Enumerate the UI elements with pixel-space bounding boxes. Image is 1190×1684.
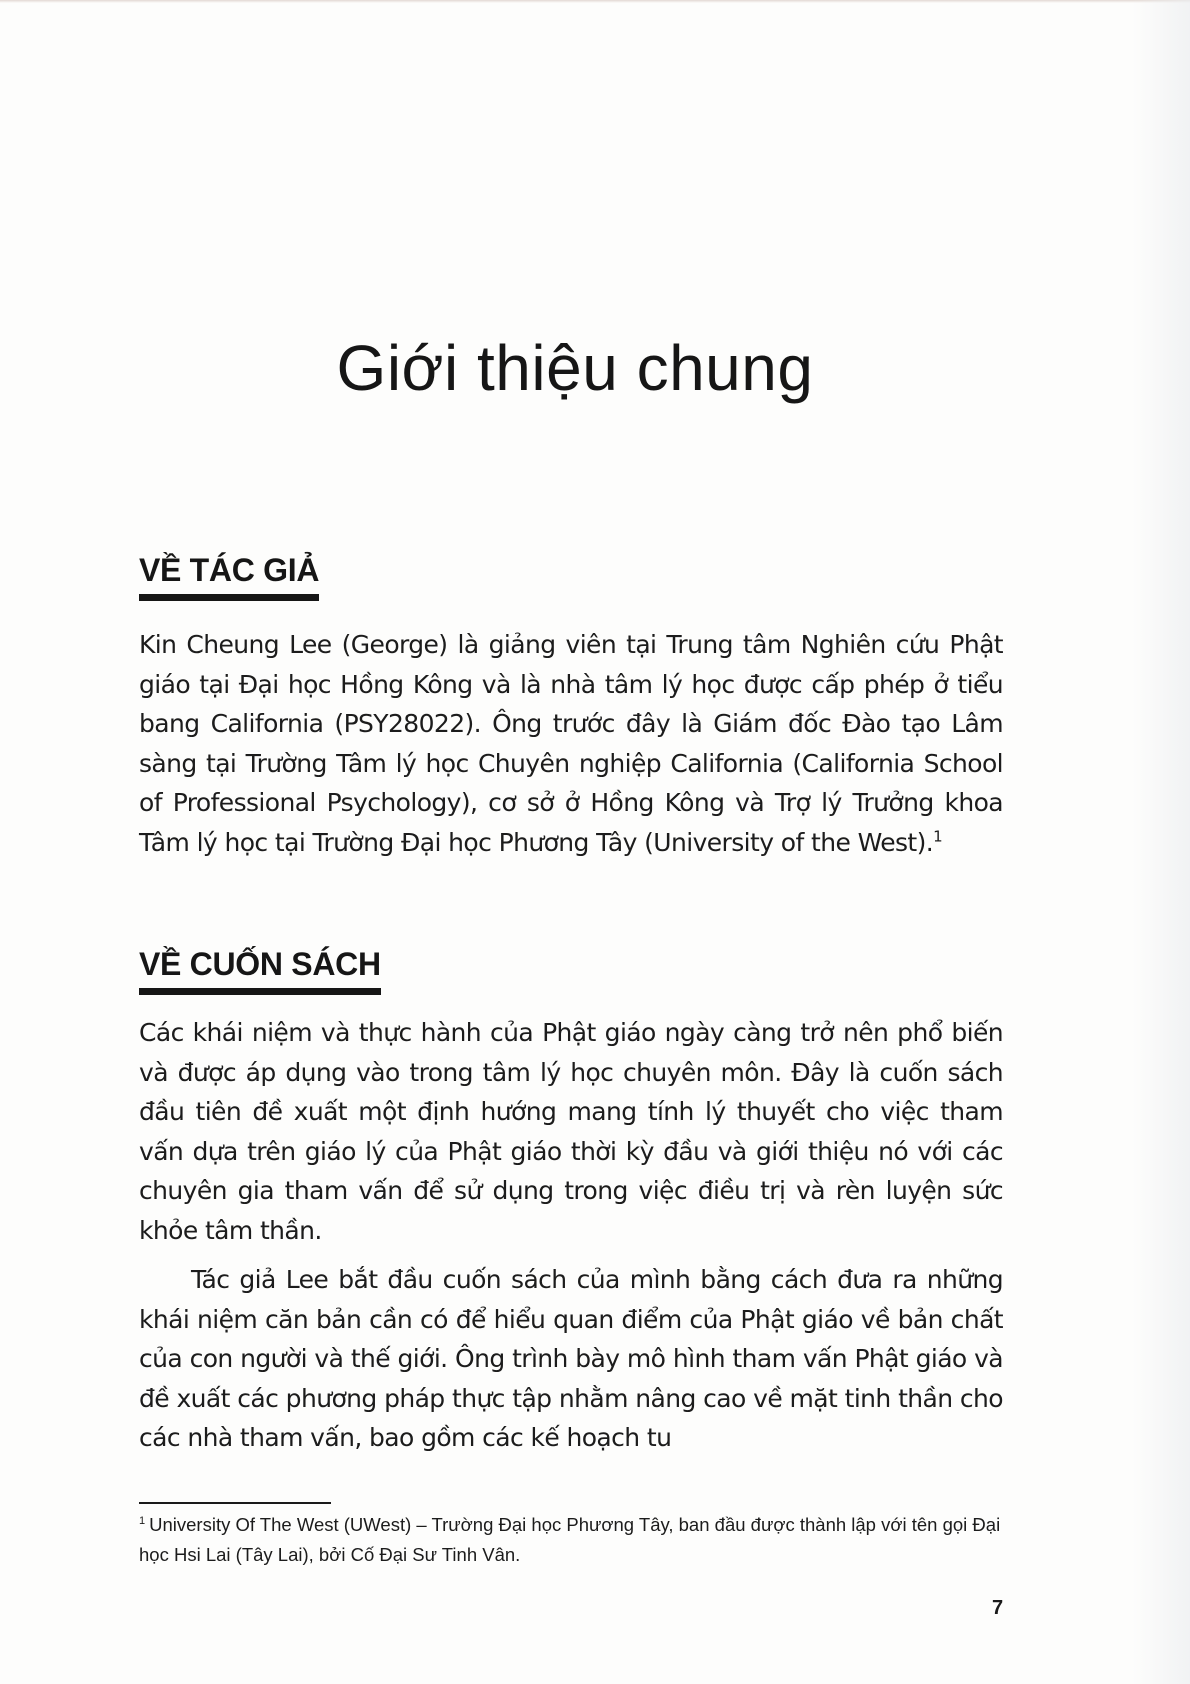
author-bio-paragraph — [139, 625, 1003, 862]
section-heading-about-author: VỀ TÁC GIẢ — [139, 553, 319, 601]
footnote — [139, 1510, 1009, 1570]
page-number: 7 — [992, 1597, 1004, 1619]
author-bio-text: Kin Cheung Lee (George) là giảng viên tại Trung tâm Nghiên cứu Phật giáo tại Đại học Hồng Kông và là nhà tâm lý học được cấp phép ở tiểu bang California (PSY28022). Ông trước đây là Giám đốc Đào tạo Lâm sàng tại Trường Tâm lý học Chuyên nghiệp California (California School of Professional Psychology), cơ sở ở Hồng Kông và Trợ lý Trưởng khoa Tâm lý học tại Trường Đại học Phương Tây (University of the West). — [139, 630, 1003, 857]
footnote-number: 1 — [139, 1514, 146, 1527]
book-description-paragraph-2: Tác giả Lee bắt đầu cuốn sách của mình bằng cách đưa ra những khái niệm căn bản cần có để hiểu quan điểm của Phật giáo về bản chất của con người và thế giới. Ông trình bày mô hình tham vấn Phật giáo và đề xuất các phương pháp thực tập nhằm nâng cao về mặt tinh thần cho các nhà tham vấn, bao gồm các kế hoạch tu — [139, 1265, 1003, 1452]
footnote-reference[interactable]: 1 — [933, 827, 943, 846]
footnote-divider — [139, 1502, 331, 1504]
page-gutter-shadow — [1132, 0, 1190, 1684]
section-heading-about-book: VỀ CUỐN SÁCH — [139, 947, 381, 995]
chapter-title: Giới thiệu chung — [336, 332, 814, 404]
book-description-paragraph-1: Các khái niệm và thực hành của Phật giáo ngày càng trở nên phổ biến và được áp dụng vào trong tâm lý học chuyên môn. Đây là cuốn sách đầu tiên đề xuất một định hướng mang tính lý thuyết cho việc tham vấn dựa trên giáo lý của Phật giáo thời kỳ đầu và giới thiệu nó với các chuyên gia tham vấn để sử dụng trong việc điều trị và rèn luyện sức khỏe tâm thần. — [139, 1018, 1003, 1245]
footnote-text: University Of The West (UWest) – Trường Đại học Phương Tây, ban đầu được thành lập với tên gọi Đại học Hsi Lai (Tây Lai), bởi Cố Đại Sư Tinh Vân. — [139, 1514, 1001, 1565]
page-top-edge — [0, 0, 1190, 3]
